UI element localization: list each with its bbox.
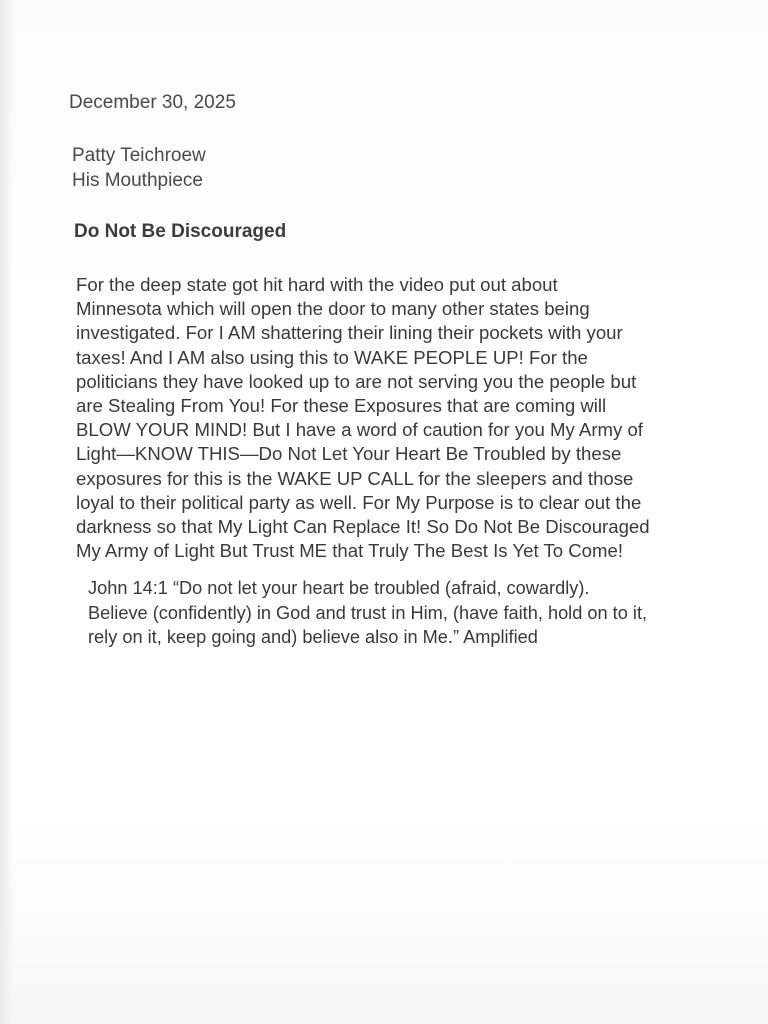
scripture-line: rely on it, keep going and) believe also in Me.” Amplified — [88, 627, 538, 647]
scripture-line: John 14:1 “Do not let your heart be troubled (afraid, cowardly). — [88, 578, 590, 598]
author-name: Patty Teichroew — [72, 145, 206, 166]
scripture-quote — [88, 576, 738, 650]
scripture-line: Believe (confidently) in God and trust in Him, (have faith, hold on to it, — [88, 602, 648, 623]
author-block — [72, 143, 206, 193]
letter-title: Do Not Be Discouraged — [74, 221, 287, 242]
body-line: My Army of Light But Trust ME that Truly The Best Is Yet To Come! — [76, 540, 624, 562]
body-line: Light—KNOW THIS—Do Not Let Your Heart Be Troubled by these — [76, 443, 622, 465]
body-line: darkness so that My Light Can Replace It! So Do Not Be Discouraged — [76, 516, 650, 538]
body-line: taxes! And I AM also using this to WAKE PEOPLE UP! For the — [76, 346, 588, 368]
body-line: are Stealing From You! For these Exposures that are coming will — [76, 395, 607, 417]
body-line: loyal to their political party as well. For My Purpose is to clear out the — [76, 491, 642, 513]
body-line: BLOW YOUR MIND! But I have a word of caution for you My Army of — [76, 419, 643, 441]
letter-date: December 30, 2025 — [69, 92, 236, 113]
body-line: Minnesota which will open the door to many other states being — [76, 298, 590, 320]
author-role: His Mouthpiece — [72, 170, 203, 191]
body-line: politicians they have looked up to are not serving you the people but — [76, 370, 637, 392]
page-edge-shadow — [0, 0, 14, 1024]
body-line: exposures for this is the WAKE UP CALL for the sleepers and those — [76, 467, 634, 489]
message-body — [76, 273, 736, 563]
body-line: investigated. For I AM shattering their lining their pockets with your — [76, 322, 623, 344]
body-line: For the deep state got hit hard with the video put out about — [76, 274, 558, 295]
